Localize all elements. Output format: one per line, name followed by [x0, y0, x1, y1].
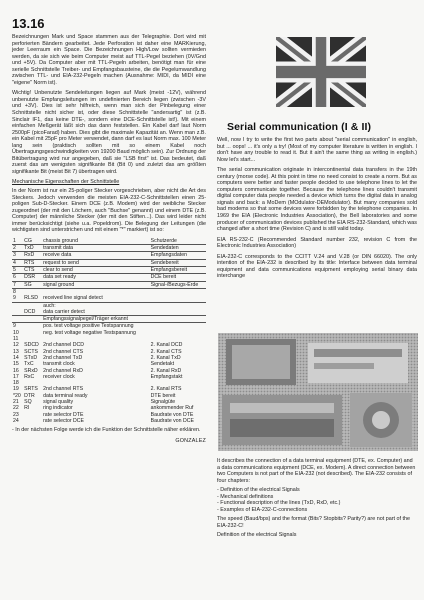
pin-alt-cell: ankommender Ruf [150, 405, 194, 412]
pin-name-cell: RxD [23, 252, 42, 259]
pin-pin-cell: 19 [13, 386, 19, 393]
pin-pin-cell [12, 302, 23, 309]
pin-alt-cell: Sendedaten [150, 245, 206, 252]
pin-pin-cell: 18 [13, 380, 19, 387]
pin-desc-cell: chassis ground [42, 238, 150, 245]
pin-desc-cell: 2nd channel CTS [43, 348, 84, 355]
pin-name-cell: SCTS [24, 348, 38, 355]
pin-name-cell: RI [24, 405, 30, 412]
pin-alt-cell: Baudrate von DTE [150, 411, 194, 418]
pin-alt-cell [150, 309, 206, 316]
pin-pin-cell: 2 [12, 245, 23, 252]
pin-pin-cell: 22 [13, 405, 19, 412]
pin-pin-cell: 11 [13, 336, 19, 343]
pin-name-cell: RTS [23, 259, 42, 266]
pin-pin-cell: 10 [13, 329, 19, 336]
pin-pin-cell: 17 [13, 373, 19, 380]
pin-pin-cell: 3 [12, 252, 23, 259]
pin-alt-cell: 2. Kanal RxD [150, 367, 182, 374]
article-heading: Serial communication (I & II) [227, 121, 372, 133]
pin-pin-cell: 16 [13, 367, 19, 374]
pin-pin-cell: 24 [13, 417, 19, 424]
pin-desc-cell: request to send [42, 259, 150, 266]
pin-alt-cell: 2. Kanal RTS [150, 386, 182, 393]
pin-name-cell [23, 323, 42, 330]
pin-desc-cell: Empfangssignalpegel/Träger erkannt [42, 316, 150, 323]
intro-paragraph-2: Wichtig! Unbenutzte Sendeleitungen liegen auf Mark (meist -12V), während unbenutzte Empfangsleitungen im undefinierten Bereich liegen (zwischen -3V und +3V). Dies ist sehr hilfreich, wenn man sich der Pinbelegung einer Schnittstelle nicht sicher ist, oder diese Schnittstelle "andersartig" ist (z.B. Sinclair IF1, das keine DTE-, sondern eine DCE-Schnittstelle ist!). Mit einem einfachen Meßgerät läßt sich das dann feststellen. Ein Kabel darf laut Norm 2500pF (picoFarad) haben. Dies gibt die maximale Kapazität an. Wenn man z.B. ein Kabel mit 25pF pro Meter verwendet, dann darf es laut Norm max. 100 Meter lang sein (praktisch sollten mit so einem Kabel noch Übertragungsgeschwindigkeiten von 19200 Baud möglich sein). Zur Ordnung der Bitübertragung wird nur angegeben, daß sie "LSB first" ist. Das bedeutet, daß zuerst das am wenigsten signifikante Bit (Bit 0) und zuletzt das am größten signifikante Bit (meist Bit 7) übertragen wird. [12, 90, 206, 175]
pin-name-cell: STxD [24, 354, 38, 361]
pin-desc-cell: auch: [43, 302, 56, 309]
pin-pin-cell [12, 309, 23, 316]
pin-alt-cell: 2. Kanal DCD [150, 342, 183, 349]
pin-desc-cell: data set ready [42, 274, 150, 281]
pin-name-cell: CG [23, 238, 42, 245]
pin-row [12, 274, 206, 281]
pin-desc-cell: data terminal ready [43, 392, 88, 399]
english-paragraph-3: EIA RS-232-C (Recommended Standard number 232, revision C from the Electronic Industries Association) [217, 236, 417, 250]
pin-row [12, 309, 206, 316]
pin-name-cell: TxD [23, 245, 42, 252]
pin-row [12, 245, 206, 252]
pin-desc-cell: signal quality [43, 398, 74, 405]
pin-row [12, 418, 206, 424]
pin-desc-cell: received line signal detect [42, 295, 150, 302]
pin-name-cell: SG [23, 281, 42, 288]
pin-row [12, 302, 206, 309]
hardware-photo-image [218, 333, 418, 451]
pin-row [12, 288, 206, 295]
pin-alt-cell: DTE bereit [150, 392, 176, 399]
pin-desc-cell: 2nd channel DCD [43, 342, 85, 349]
pin-pin-cell: 21 [13, 398, 19, 405]
after-image-paragraph: It describes the connection of a data terminal equipment (DTE, ex. Computer) and a data communications equipment (DCE, ex. Modem). A direct connection between two Computers is not part of the EIA-232 (not described). The EIA-232 consists of four chapters: [217, 458, 416, 484]
pin-alt-cell: DCE bereit [150, 274, 206, 281]
pin-alt-cell: Sendebereit [150, 259, 206, 266]
pin-desc-cell: 2nd channel TxD [43, 354, 83, 361]
pin-alt-cell: 2. Kanal CTS [150, 348, 182, 355]
pin-desc-cell: pos. test voltage positive Testspannung [43, 323, 134, 330]
page-number: 13.16 [12, 16, 45, 31]
pin-row [12, 323, 206, 330]
pin-desc-cell: clear to send [42, 267, 150, 274]
pin-name-cell [23, 288, 42, 295]
pin-desc-cell: receiver clock [43, 373, 75, 380]
pin-pin-cell: 8 [13, 288, 16, 295]
pin-alt-cell: Empfangsdaten [150, 252, 206, 259]
chapter-item: - Functional description of the lines (TxD, RxD, etc.) [217, 500, 341, 507]
right-column [217, 137, 417, 284]
chapters-section [217, 458, 417, 539]
pin-name-cell: SDCD [24, 342, 39, 349]
pin-desc-cell: rate selector DCE [43, 417, 85, 424]
pin-alt-cell [150, 316, 206, 323]
pin-pin-cell: 23 [13, 411, 19, 418]
pin-desc-cell: 2nd channel RTS [43, 386, 84, 393]
pin-row [12, 259, 206, 266]
pin-alt-cell: Sendetakt [150, 361, 175, 368]
pin-alt-cell: Empfangstakt [150, 373, 183, 380]
pin-alt-cell [150, 295, 206, 302]
pin-alt-cell: Signalgüte [150, 398, 176, 405]
mechanical-section-paragraph: In der Norm ist nur ein 25-poliger Stecker vorgeschrieben, aber nicht die Art des Steckers. Jedoch verwenden die meisten EIA-232-C-Schnittstellen einen 25-poligen Sub-D-Stecker. Einem DCE (z.B. Modem) wird der weibliche Stecker zugeordnet (der mit den Löchern, auch "Buchse" genannt) und einem DTE (z.B. Computer) der männliche Stecker (der mit den Stiften...). Das wird leider nicht immer berücksichtigt (siehe u.a. Popeldrom). Die Belegung der Leitungen (die wichtigsten sind unterstrichen und mit einem "*" markiert) ist so: [12, 188, 206, 234]
pin-desc-cell: receive data [42, 252, 150, 259]
closing-note: - In der nächsten Folge werde ich die Funktion der Schnittstelle näher erklären. [12, 427, 201, 434]
pin-desc-cell: rate selector DTE [43, 411, 84, 418]
pin-name-cell: SRxD [24, 367, 38, 374]
chapter-item: - Definition of the electrical Signals [217, 487, 300, 494]
pin-alt-cell: Schutzerde [150, 238, 206, 245]
pin-pin-cell: 9 [12, 295, 23, 302]
pin-name-cell: TxC [24, 361, 34, 368]
chapter-item: - Mechanical definitions [217, 493, 274, 500]
pin-name-cell: DSR [23, 274, 42, 281]
pin-row [12, 267, 206, 274]
pin-desc-cell: neg. test voltage negative Testspannung [43, 329, 136, 336]
pin-pin-cell: 12 [13, 342, 19, 349]
mechanical-section-title: Mechanische Eigenschaften der Schnittstelle [12, 179, 120, 186]
english-paragraph-1: Well, now I try to write the first two parts about "serial communication" in english, but ... oops! ... it's only a try! (Most of my computer literature is written in english. I don't have any trouble to read it. But it ain't the same thing as writing in english.) Now let's start... [217, 137, 417, 163]
pin-row [12, 238, 206, 245]
pin-name-cell: RLSD [23, 295, 42, 302]
pin-pin-cell: 4 [12, 259, 23, 266]
pin-name-cell: DTR [24, 392, 35, 399]
pin-alt-cell: Signal-/Bezugs-Erde [150, 281, 206, 288]
pin-name-cell [23, 418, 42, 424]
pin-name-cell: SRTS [24, 386, 38, 393]
pin-pin-cell: 13 [13, 348, 19, 355]
pin-desc-cell: data carrier detect [42, 309, 150, 316]
pin-alt-cell: Baudrate von DCE [150, 417, 194, 424]
pin-name-cell: CTS [23, 267, 42, 274]
pin-pin-cell: 6 [12, 274, 23, 281]
closing-question: The speed (Baud/bps) and the format (Bits? Stopbits? Parity?) are not part of the EIA-232-C! [217, 516, 410, 529]
english-paragraph-4: EIA-232-C corresponds to the CCITT V.24 and V.28 (or DIN 66020). The only intention of the EIA-232 is described by its title: Interface between data terminal equipment and data communications equipment employing serial binary data interchange [217, 253, 417, 280]
pin-row [12, 295, 206, 302]
pin-row [12, 281, 206, 288]
closing-line: Definition of the electrical Signals [217, 532, 297, 539]
pin-pin-cell: 9 [13, 323, 16, 330]
pin-pin-cell: 1 [12, 238, 23, 245]
pin-desc-cell: ring indicator [43, 405, 73, 412]
english-paragraph-2: The serial communication originate in intercontinental data transfers in the 19th century (morse code). At this point in time no need consist to create a norm. But as computers were better and faster people decided to use telephone lines to let the computers communicate together. Because the telephone lines couldn't transmit digital computer data people needed a device which turns the digital data in analog signals and back: a MoDem (MOdulator-DEModulator). But many companies sold bad modems so that some devices were forbidden by the telephone companies. In 1969 the EIA (Electronic Industries Association), the Bell laboratories and some producer of communication devices published the EIA RS-232-Standard, which was changed after a short time (Revision C) and is still valid today. [217, 167, 417, 233]
pin-desc-cell: transmit data [42, 245, 150, 252]
pin-pin-cell: 14 [13, 354, 19, 361]
pin-alt-cell: Empfangsbereit [150, 267, 206, 274]
pin-name-cell [23, 302, 42, 309]
pin-name-cell [23, 316, 42, 323]
pin-alt-cell: 2. Kanal TxD [150, 354, 181, 361]
pin-assignment-table [12, 238, 206, 424]
pin-alt-cell [150, 323, 206, 330]
pin-pin-cell: 15 [13, 361, 19, 368]
pin-pin-cell: *20 [13, 392, 21, 399]
pin-alt-cell [150, 288, 206, 295]
pin-row [12, 316, 206, 323]
pin-alt-cell [150, 302, 206, 309]
pin-desc-cell: 2nd channel RxD [43, 367, 83, 374]
author-signature: GONZALEZ [175, 437, 206, 444]
pin-desc-cell [42, 288, 150, 295]
pin-row [12, 252, 206, 259]
left-column [12, 34, 206, 444]
pin-pin-cell: 5 [12, 267, 23, 274]
pin-desc-cell: transmit clock [43, 361, 75, 368]
pin-pin-cell: 7 [12, 281, 23, 288]
union-jack-flag-image [276, 37, 366, 107]
pin-name-cell: SQ [24, 398, 32, 405]
pin-name-cell: RxC [24, 373, 35, 380]
pin-pin-cell [12, 316, 23, 323]
pin-name-cell: DCD [23, 309, 42, 316]
chapter-item: - Examples of EIA-232-C-connections [217, 506, 308, 513]
pin-desc-cell: signal ground [42, 281, 150, 288]
intro-paragraph-1: Bezeichnungen Mark und Space stammen aus der Telegraphie. Dort wird mit perforierten Bändern gearbeitet. Jede Perforation ist daher eine MARKierung, jeder Leerraum ein Space. Die Bezeichnungen High/Low sollten vermieden werden, da sie sich wie beim Computer meist auf TTL-Pegel beziehen (0V/Gnd und +5V). Da Computer aber mit TTL-Pegeln arbeiten, benötigt man für eine serielle Schnittstelle Treiber- und Empfangsbausteine, die die Pegelumwandlung zwischen TTL- und EIA-232-Pegeln machen (Ausnahme: MIDI, da MIDI eine "eigene" Norm ist). [12, 34, 206, 86]
